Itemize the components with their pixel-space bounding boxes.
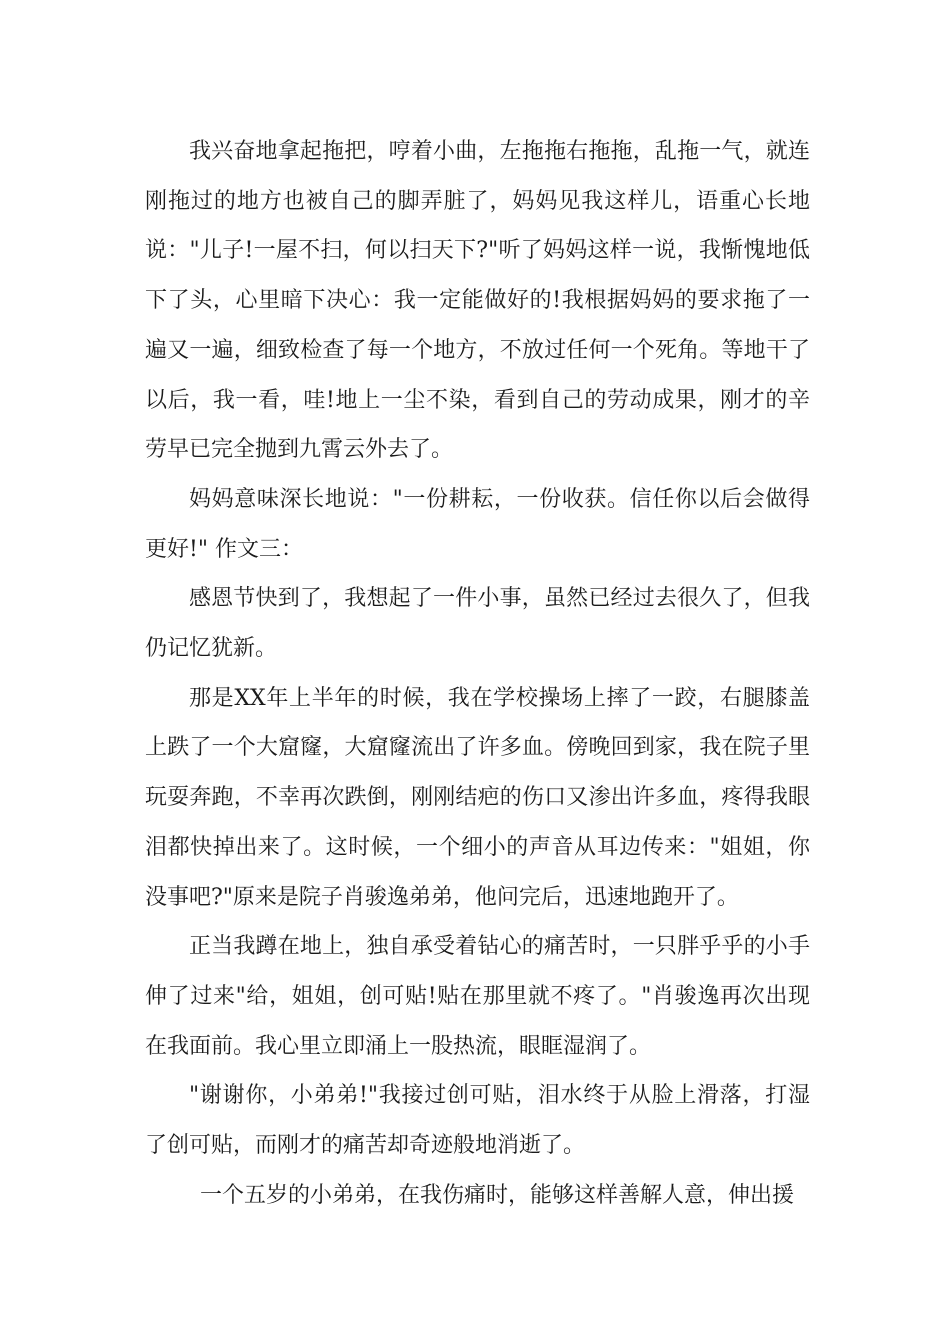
paragraph-thanks: "谢谢你，小弟弟!"我接过创可贴，泪水终于从脸上滑落，打湿了创可贴，而刚才的痛苦却奇迹般地消逝了。: [145, 1083, 810, 1159]
paragraph-bandage: 正当我蹲在地上，独自承受着钻心的痛苦时，一只胖乎乎的小手伸了过来"给，姐姐，创可贴!贴在那里就不疼了。"肖骏逸再次出现在我面前。我心里立即涌上一股热流，眼眶湿润了。: [145, 934, 810, 1059]
paragraph-five-year-old: 一个五岁的小弟弟，在我伤痛时，能够这样善解人意，伸出援: [200, 1182, 795, 1208]
paragraph-thanksgiving: 感恩节快到了，我想起了一件小事，虽然已经过去很久了，但我仍记忆犹新。: [145, 586, 810, 662]
paragraph-mother-words: 妈妈意味深长地说："一份耕耘，一份收获。信任你以后会做得更好!" 作文三：: [145, 486, 810, 562]
paragraph-mopping: 我兴奋地拿起拖把，哼着小曲，左拖拖右拖拖，乱拖一气，就连刚拖过的地方也被自己的脚弄脏了，妈妈见我这样儿，语重心长地说："儿子!一屋不扫，何以扫天下?"听了妈妈这样一说，我惭愧地低下了头，心里暗下决心：我一定能做好的!我根据妈妈的要求拖了一遍又一遍，细致检查了每一个地方，不放过任何一个死角。等地干了以后，我一看，哇!地上一尘不染，看到自己的劳动成果，刚才的辛劳早已完全抛到九霄云外去了。: [145, 139, 810, 463]
essay-body: [145, 127, 810, 1220]
paragraph-fall: 那是XX年上半年的时候，我在学校操场上摔了一跤，右腿膝盖上跌了一个大窟窿，大窟窿流出了许多血。傍晚回到家，我在院子里玩耍奔跑，不幸再次跌倒，刚刚结疤的伤口又渗出许多血，疼得我眼泪都快掉出来了。这时候，一个细小的声音从耳边传来："姐姐，你没事吧?"原来是院子肖骏逸弟弟，他问完后，迅速地跑开了。: [145, 685, 810, 910]
